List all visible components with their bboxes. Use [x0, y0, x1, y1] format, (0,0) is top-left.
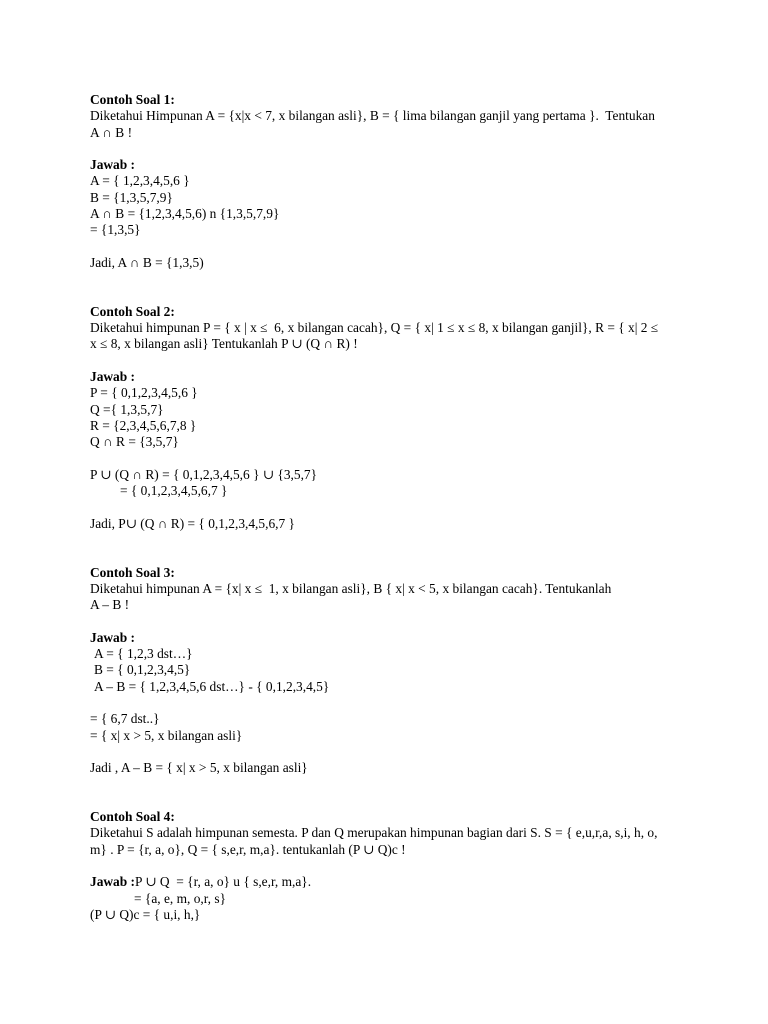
example-2-union-line-2: = { 0,1,2,3,4,5,6,7 }	[120, 483, 228, 499]
example-1-question-line-2: A ∩ B !	[90, 124, 133, 140]
example-2-heading: Contoh Soal 2:	[90, 303, 175, 319]
example-2-question-line-1: Diketahui himpunan P = { x | x ≤ 6, x bilangan cacah}, Q = { x| 1 ≤ x ≤ 8, x bilangan ganjil}, R = { x| 2 ≤	[90, 320, 659, 336]
example-2-union-line-1: P ∪ (Q ∩ R) = { 0,1,2,3,4,5,6 } ∪ {3,5,7}	[90, 466, 318, 482]
example-3-question-line-2: A – B !	[90, 597, 130, 613]
example-3-answer-line: B = { 0,1,2,3,4,5}	[94, 662, 191, 678]
example-3-question-line-1: Diketahui himpunan A = {x| x ≤ 1, x bilangan asli}, B { x| x < 5, x bilangan cacah}. Tentukanlah	[90, 580, 612, 596]
example-3	[90, 565, 680, 777]
example-3-answer-line: A = { 1,2,3 dst…}	[94, 646, 193, 662]
example-2-answer-label: Jawab :	[90, 369, 136, 385]
example-4-heading: Contoh Soal 4:	[90, 809, 175, 825]
example-1-answer-line: A ∩ B = {1,2,3,4,5,6) n {1,3,5,7,9}	[90, 206, 280, 222]
example-1-conclusion: Jadi, A ∩ B = {1,3,5)	[90, 254, 204, 270]
example-1-question-line-1: Diketahui Himpunan A = {x|x < 7, x bilangan asli}, B = { lima bilangan ganjil yang pertama }. Tentukan	[90, 108, 655, 124]
example-2	[90, 304, 680, 532]
document-body	[90, 92, 680, 923]
example-4-question-line-1: Diketahui S adalah himpunan semesta. P dan Q merupakan himpunan bagian dari S. S = { e,u,r,a, s,i, h, o,	[90, 825, 658, 841]
example-3-result-line-1: = { 6,7 dst..}	[90, 711, 160, 727]
example-4-answer-label: Jawab :	[90, 874, 136, 890]
example-3-result-line-2: = { x| x > 5, x bilangan asli}	[90, 727, 243, 743]
example-1-answer-label: Jawab :	[90, 157, 136, 173]
example-2-answer-line: Q ∩ R = {3,5,7}	[90, 434, 179, 450]
example-1-answer-line: A = { 1,2,3,4,5,6 }	[90, 173, 190, 189]
example-3-answer-label: Jawab :	[90, 629, 136, 645]
example-4-answer-row	[90, 874, 680, 890]
example-1-answer-line: B = {1,3,5,7,9}	[90, 189, 173, 205]
example-1-answer-line: = {1,3,5}	[90, 222, 141, 238]
example-2-answer-line: Q ={ 1,3,5,7}	[90, 401, 164, 417]
example-4-answer-line: P ∪ Q = {r, a, o} u { s,e,r, m,a}.	[135, 874, 312, 890]
example-1-heading: Contoh Soal 1:	[90, 92, 175, 107]
example-3-heading: Contoh Soal 3:	[90, 564, 175, 580]
example-2-conclusion: Jadi, P∪ (Q ∩ R) = { 0,1,2,3,4,5,6,7 }	[90, 515, 295, 531]
example-3-conclusion: Jadi , A – B = { x| x > 5, x bilangan asli}	[90, 760, 308, 776]
example-4-answer-line-3: (P ∪ Q)c = { u,i, h,}	[90, 906, 201, 922]
example-4-question-line-2: m} . P = {r, a, o}, Q = { s,e,r, m,a}. tentukanlah (P ∪ Q)c !	[90, 841, 406, 857]
example-3-answer-line: A – B = { 1,2,3,4,5,6 dst…} - { 0,1,2,3,4,5}	[94, 678, 330, 694]
example-1	[90, 92, 680, 271]
example-4	[90, 809, 680, 923]
example-2-question-line-2: x ≤ 8, x bilangan asli} Tentukanlah P ∪ (Q ∩ R) !	[90, 336, 358, 352]
example-4-answer-line-2: = {a, e, m, o,r, s}	[134, 890, 227, 906]
example-2-answer-line: R = {2,3,4,5,6,7,8 }	[90, 417, 197, 433]
example-2-answer-line: P = { 0,1,2,3,4,5,6 }	[90, 385, 198, 401]
